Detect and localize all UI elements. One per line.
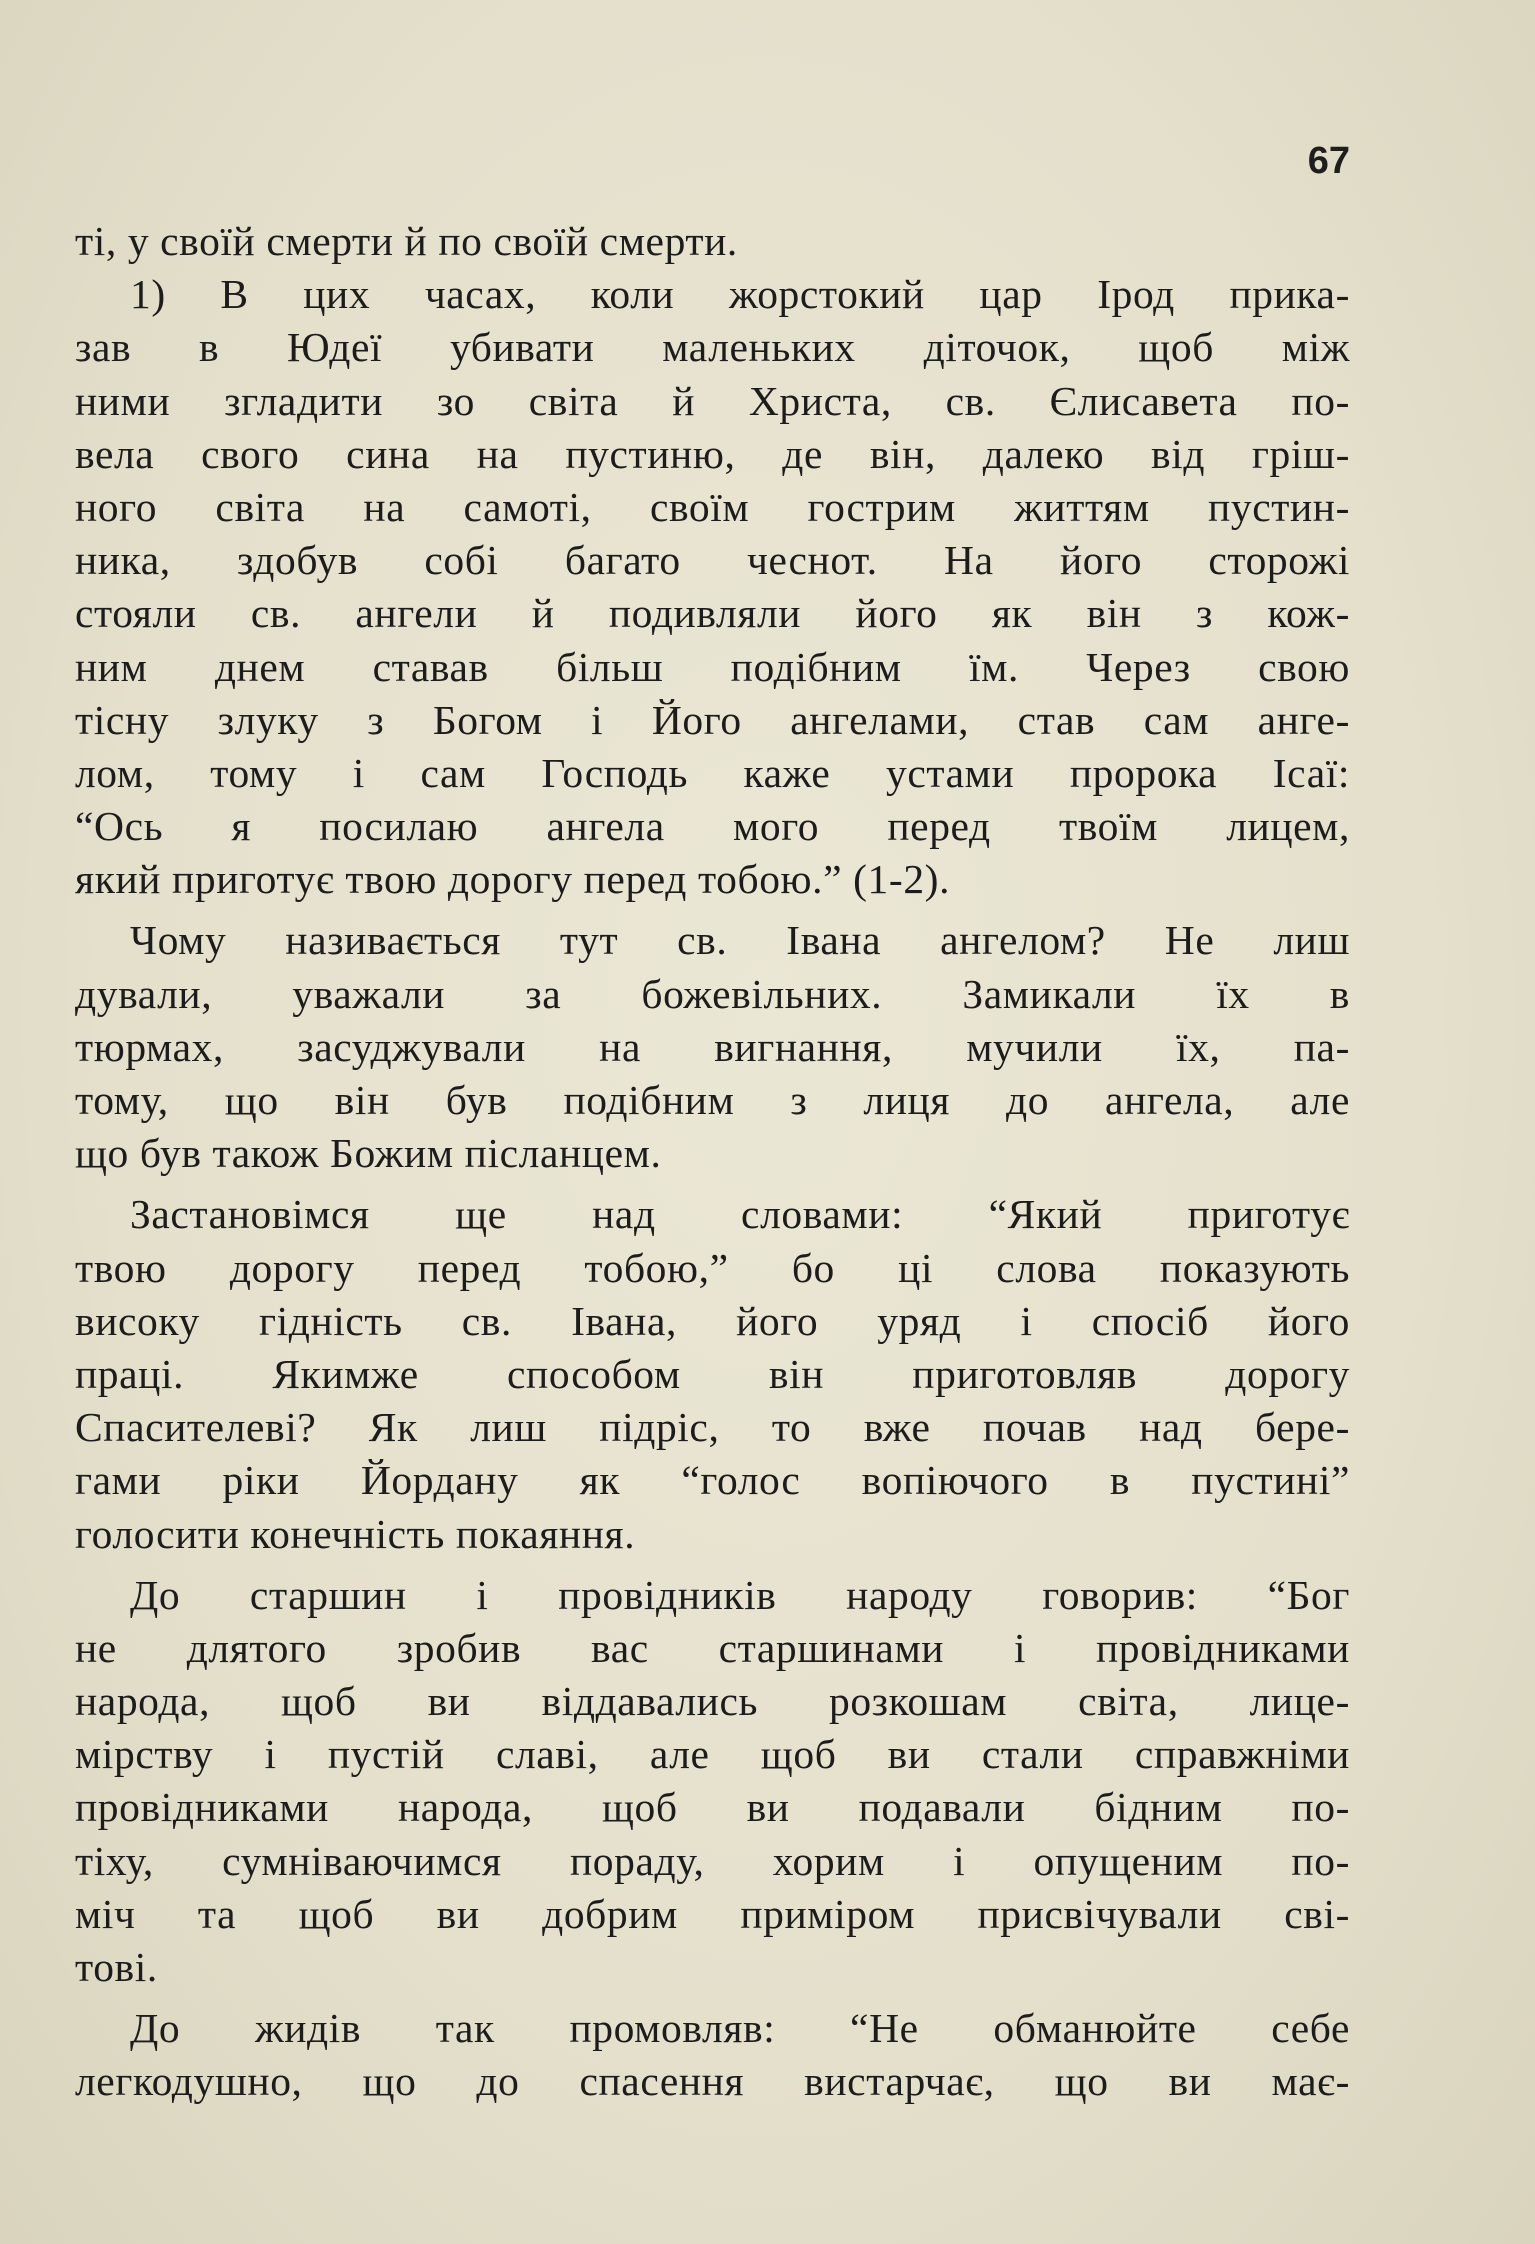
text-line: провідниками народа, щоб ви подавали бідним по- xyxy=(75,1784,1350,1831)
text-line: “Ось я посилаю ангела мого перед твоїм лицем, xyxy=(75,803,1350,850)
text-line: тові. xyxy=(75,1944,158,1990)
text-line: твою дорогу перед тобою,” бо ці слова показують xyxy=(75,1244,1350,1291)
text-line: ного світа на самоті, своїм гострим життям пустин- xyxy=(75,483,1350,530)
paragraph-start-line: До жидів так промовляв: “Не обманюйте себе xyxy=(130,2005,1350,2052)
text-line: тюрмах, засуджували на вигнання, мучили їх, па- xyxy=(75,1023,1350,1070)
paragraph-start-line: Застановімся ще над словами: “Який приготує xyxy=(130,1191,1350,1238)
text-line: ними згладити зо світа й Христа, св. Єлисавета по- xyxy=(75,377,1350,424)
text-line: стояли св. ангели й подивляли його як він з кож- xyxy=(75,590,1350,637)
text-line: тісну злуку з Богом і Його ангелами, став сам анге- xyxy=(75,696,1350,743)
text-line: народа, щоб ви віддавались розкошам світа, лице- xyxy=(75,1678,1350,1725)
text-line: ника, здобув собі багато чеснот. На його сторожі xyxy=(75,537,1350,584)
text-line: тіху, сумніваючимся пораду, хорим і опущеним по- xyxy=(75,1837,1350,1884)
paragraph-start-line: 1) В цих часах, коли жорстокий цар Ірод прика- xyxy=(130,271,1350,318)
text-line: зав в Юдеї убивати маленьких діточок, щоб між xyxy=(75,324,1350,371)
text-line: гами ріки Йордану як “голос вопіючого в пустині” xyxy=(75,1457,1350,1504)
page-number: 67 xyxy=(1307,140,1350,182)
text-line: не длятого зробив вас старшинами і провідниками xyxy=(75,1624,1350,1671)
text-line: ним днем ставав більш подібним їм. Через свою xyxy=(75,643,1350,690)
text-line: Спасителеві? Як лиш підріс, то вже почав над бере- xyxy=(75,1404,1350,1451)
text-line: міч та щоб ви добрим приміром присвічували сві- xyxy=(75,1890,1350,1937)
text-line: тому, що він був подібним з лиця до ангела, але xyxy=(75,1077,1350,1123)
text-line: вела свого сина на пустиню, де він, далеко від гріш- xyxy=(75,430,1350,477)
text-line: голосити конечність покаяння. xyxy=(75,1510,636,1557)
paragraph-start-line: До старшин і провідників народу говорив: “Бог xyxy=(130,1571,1350,1618)
text-line: праці. Якимже способом він приготовляв дорогу xyxy=(75,1350,1350,1397)
text-line: який приготує твою дорогу перед тобою.” (1-2). xyxy=(75,856,951,903)
text-line: дували, уважали за божевільних. Замикали їх в xyxy=(75,970,1350,1017)
paragraph-start-line: Чому називається тут св. Івана ангелом? Не лиш xyxy=(130,917,1350,964)
body-text xyxy=(75,215,1350,2109)
text-line: ті, у своїй смерти й по своїй смерти. xyxy=(75,218,738,264)
text-line: легкодушно, що до спасення вистарчає, що ви має- xyxy=(75,2058,1350,2105)
text-line: лом, тому і сам Господь каже устами пророка Ісаї: xyxy=(75,749,1350,796)
text-line: мірству і пустій славі, але щоб ви стали справжніми xyxy=(75,1731,1350,1778)
text-line: що був також Божим післанцем. xyxy=(75,1130,662,1177)
text-line: високу гідність св. Івана, його уряд і спосіб його xyxy=(75,1297,1350,1344)
